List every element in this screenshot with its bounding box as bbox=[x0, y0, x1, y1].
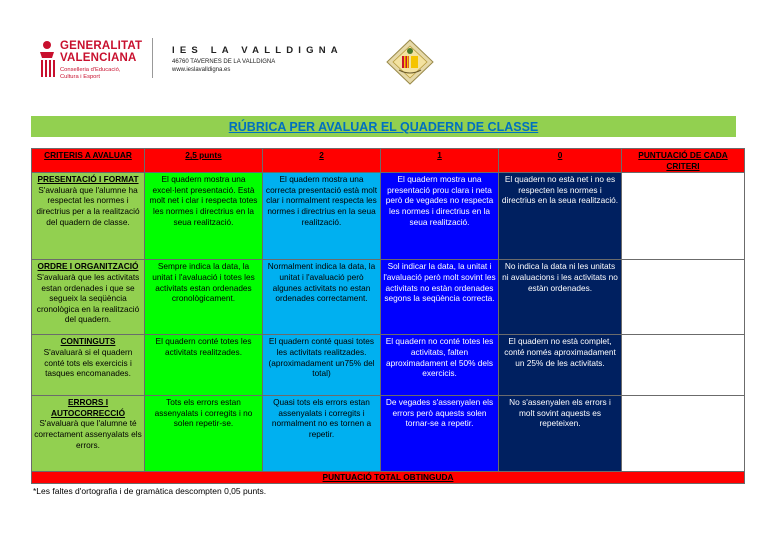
criterion-cell bbox=[32, 335, 145, 396]
criterion-title: PRESENTACIÓ I FORMAT bbox=[37, 174, 139, 185]
criterion-cell bbox=[32, 173, 145, 260]
score-1-cell: El quadern no conté totes les activitats, falten aproximadament el 50% dels exercicis. bbox=[381, 335, 499, 396]
score-2-cell: Quasi tots els errors estan assenyalats i corregits i normalment no es tornen a repetir. bbox=[263, 396, 381, 472]
gva-dept-line1: Conselleria d'Educació, bbox=[60, 67, 121, 73]
score-1-cell: De vegades s'assenyalen els errors però aquests solen tornar-se a repetir. bbox=[381, 396, 499, 472]
score-2-cell: El quadern conté quasi totes les activitats realitzades. (aproximadament un75% del total) bbox=[263, 335, 381, 396]
score-0-cell: No indica la data ni les unitats ni avaluacions i les activitats no estàn ordenades. bbox=[499, 260, 622, 335]
header-criteria: CRITERIS A AVALUAR bbox=[32, 149, 145, 173]
score-2-cell: El quadern mostra una correcta presentació està molt clar i normalment respecta les normes i directrius en la seua realització. bbox=[263, 173, 381, 260]
school-name: IES LA VALLDIGNA bbox=[172, 45, 343, 56]
footnote: *Les faltes d'ortografia i de gramàtica descompten 0,05 punts. bbox=[33, 486, 267, 496]
generalitat-emblem-icon bbox=[38, 40, 56, 78]
score-25-cell: Tots els errors estan assenyalats i corregits i no solen repetir-se. bbox=[145, 396, 263, 472]
points-cell[interactable] bbox=[622, 335, 745, 396]
header-score-0: 0 bbox=[499, 149, 622, 173]
title-bar bbox=[31, 116, 736, 137]
score-25-cell: Sempre indica la data, la unitat i l'avaluació i totes les activitats estan ordenades cronològicament. bbox=[145, 260, 263, 335]
gva-name-line1: GENERALITAT bbox=[60, 40, 143, 52]
points-cell[interactable] bbox=[622, 396, 745, 472]
total-label: PUNTUACIÓ TOTAL OBTINGUDA bbox=[32, 472, 745, 484]
school-web: www.ieslavalldigna.es bbox=[172, 67, 231, 73]
header-score-1: 1 bbox=[381, 149, 499, 173]
header-score-2: 2 bbox=[263, 149, 381, 173]
points-cell[interactable] bbox=[622, 173, 745, 260]
school-crest-icon bbox=[385, 38, 435, 86]
score-25-cell: El quadern mostra una excel·lent presentació. Està molt net i clar i respecta totes les normes i directrius en la seua realització. bbox=[145, 173, 263, 260]
table-header-row bbox=[32, 149, 745, 173]
score-0-cell: El quadern no està complet, conté només aproximadament un 25% de les activitats. bbox=[499, 335, 622, 396]
header-divider bbox=[152, 38, 153, 78]
criterion-cell bbox=[32, 396, 145, 472]
school-address: 46760 TAVERNES DE LA VALLDIGNA bbox=[172, 59, 276, 65]
criterion-desc: S'avaluarà si el quadern conté tots els exercicis i tasques encomanades. bbox=[43, 346, 133, 379]
criterion-title: ERRORS I AUTOCORRECCIÓ bbox=[50, 397, 126, 418]
generalitat-logo bbox=[38, 38, 158, 88]
table-row bbox=[32, 396, 745, 472]
rubric-table bbox=[31, 148, 745, 484]
score-0-cell: No s'assenyalen els errors i molt sovint aquests es repeteixen. bbox=[499, 396, 622, 472]
score-25-cell: El quadern conté totes les activitats realitzades. bbox=[145, 335, 263, 396]
criterion-title: CONTINGUTS bbox=[60, 336, 116, 347]
score-1-cell: Sol indicar la data, la unitat i l'avaluació però molt sovint les activitats no estàn ordenades segons la seqüència correcta. bbox=[381, 260, 499, 335]
table-row bbox=[32, 335, 745, 396]
criterion-desc: S'avaluarà que l'alumne té correctament assenyalats els errors. bbox=[34, 418, 142, 450]
score-0-cell: El quadern no està net i no es respecten les normes i directrius en la seua realització. bbox=[499, 173, 622, 260]
page-title: RÚBRICA PER AVALUAR EL QUADERN DE CLASSE bbox=[228, 119, 539, 134]
school-address-block bbox=[172, 58, 275, 74]
criterion-cell bbox=[32, 260, 145, 335]
criterion-desc: S'avaluarà que les activitats estan ordenades i que se segueix la seqüència cronològica en la realització del quadern. bbox=[36, 271, 140, 325]
criterion-desc: S'avaluarà que l'alumne ha respectat les normes i directrius per a la realització del quadern de classe. bbox=[36, 184, 140, 227]
header-score-25: 2,5 punts bbox=[145, 149, 263, 173]
criterion-title: ORDRE I ORGANITZACIÓ bbox=[37, 261, 139, 272]
header-points: PUNTUACIÓ DE CADA CRITERI bbox=[622, 149, 745, 173]
score-2-cell: Normalment indica la data, la unitat i l'avaluació però algunes activitats no estan ordenades correctament. bbox=[263, 260, 381, 335]
gva-dept-line2: Cultura i Esport bbox=[60, 73, 100, 80]
gva-name-line2: VALENCIANA bbox=[60, 52, 137, 64]
score-1-cell: El quadern mostra una presentació prou clara i neta però de vegades no respecta les normes i directrius en la seua realització. bbox=[381, 173, 499, 260]
points-cell[interactable] bbox=[622, 260, 745, 335]
table-row bbox=[32, 173, 745, 260]
table-row bbox=[32, 260, 745, 335]
total-row bbox=[32, 472, 745, 484]
